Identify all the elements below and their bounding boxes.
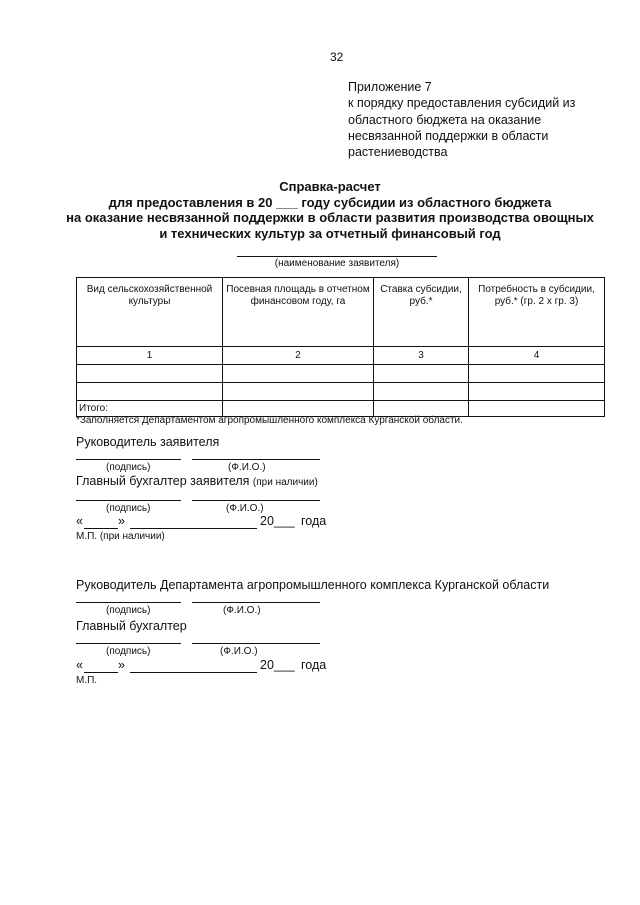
fio-caption: (Ф.И.О.) bbox=[228, 462, 266, 473]
table-cell[interactable] bbox=[374, 365, 469, 383]
table-cell[interactable] bbox=[469, 401, 605, 417]
page-number: 32 bbox=[330, 50, 344, 64]
table-header-row bbox=[77, 278, 605, 347]
date-month-line bbox=[130, 528, 257, 529]
appendix-line: растениеводства bbox=[348, 145, 448, 160]
fio-caption: (Ф.И.О.) bbox=[226, 503, 264, 514]
applicant-head-label: Руководитель заявителя bbox=[76, 435, 220, 449]
table-row bbox=[77, 383, 605, 401]
table-cell[interactable] bbox=[77, 383, 223, 401]
stamp-note: М.П. (при наличии) bbox=[76, 531, 165, 542]
table-row bbox=[77, 365, 605, 383]
signature-caption: (подпись) bbox=[106, 646, 151, 657]
fio-line bbox=[192, 500, 320, 501]
date-word: года bbox=[301, 658, 327, 672]
table-cell[interactable] bbox=[77, 365, 223, 383]
fio-caption: (Ф.И.О.) bbox=[223, 605, 261, 616]
applicant-accountant-row bbox=[76, 474, 318, 488]
date-open-quote: « bbox=[76, 514, 83, 528]
table-cell[interactable] bbox=[223, 383, 374, 401]
appendix-line: к порядку предоставления субсидий из bbox=[348, 96, 576, 111]
appendix-line: областного бюджета на оказание bbox=[348, 112, 542, 127]
title-line: на оказание несвязанной поддержки в области развития производства овощных bbox=[66, 210, 594, 225]
column-number: 4 bbox=[469, 347, 605, 365]
date-day-line bbox=[84, 528, 118, 529]
department-accountant-label: Главный бухгалтер bbox=[76, 619, 187, 633]
title-line: и технических культур за отчетный финансовый год bbox=[159, 225, 501, 241]
column-number: 3 bbox=[374, 347, 469, 365]
signature-line bbox=[76, 602, 181, 603]
subsidy-table bbox=[76, 277, 605, 417]
date-word: года bbox=[301, 514, 327, 528]
signature-line bbox=[76, 643, 181, 644]
appendix-line: Приложение 7 bbox=[348, 80, 432, 94]
fio-line bbox=[192, 602, 320, 603]
applicant-name-caption: (наименование заявителя) bbox=[274, 258, 400, 269]
department-head-label: Руководитель Департамента агропромышленного комплекса Курганской области bbox=[76, 578, 550, 592]
appendix-line: несвязанной поддержки в области bbox=[348, 128, 549, 143]
signature-caption: (подпись) bbox=[106, 462, 151, 473]
date-close-quote: » bbox=[118, 514, 125, 528]
date-open-quote: « bbox=[76, 658, 83, 672]
stamp-note: М.П. bbox=[76, 675, 98, 686]
total-label: Итого: bbox=[77, 401, 223, 417]
signature-line bbox=[76, 459, 181, 460]
column-number-row bbox=[77, 347, 605, 365]
date-day-line bbox=[84, 672, 118, 673]
fio-line bbox=[192, 643, 320, 644]
document-title bbox=[0, 179, 640, 241]
applicant-name-line bbox=[237, 256, 437, 257]
accountant-label: Главный бухгалтер заявителя bbox=[76, 474, 250, 488]
signature-line bbox=[76, 500, 181, 501]
header-cell: Потребность в субсидии, руб.* (гр. 2 х гр. 3) bbox=[469, 278, 605, 347]
appendix-block bbox=[348, 79, 608, 160]
date-close-quote: » bbox=[118, 658, 125, 672]
header-cell: Вид сельскохозяйственной культуры bbox=[77, 278, 223, 347]
table-cell[interactable] bbox=[374, 383, 469, 401]
signature-caption: (подпись) bbox=[106, 503, 151, 514]
date-year: 20___ bbox=[260, 658, 295, 672]
table-cell[interactable] bbox=[469, 365, 605, 383]
title-line: Справка-расчет bbox=[279, 179, 381, 194]
title-line: для предоставления в 20 ___ году субсидии из областного бюджета bbox=[108, 194, 552, 210]
footnote: *Заполняется Департаментом агропромышленного комплекса Курганской области. bbox=[76, 415, 463, 426]
date-year: 20___ bbox=[260, 514, 295, 528]
column-number: 1 bbox=[77, 347, 223, 365]
fio-line bbox=[192, 459, 320, 460]
column-number: 2 bbox=[223, 347, 374, 365]
table-cell[interactable] bbox=[223, 365, 374, 383]
signature-caption: (подпись) bbox=[106, 605, 151, 616]
fio-caption: (Ф.И.О.) bbox=[220, 646, 258, 657]
accountant-note: (при наличии) bbox=[252, 477, 318, 488]
header-cell: Посевная площадь в отчетном финансовом году, га bbox=[223, 278, 374, 347]
date-month-line bbox=[130, 672, 257, 673]
header-cell: Ставка субсидии, руб.* bbox=[374, 278, 469, 347]
table-cell[interactable] bbox=[469, 383, 605, 401]
